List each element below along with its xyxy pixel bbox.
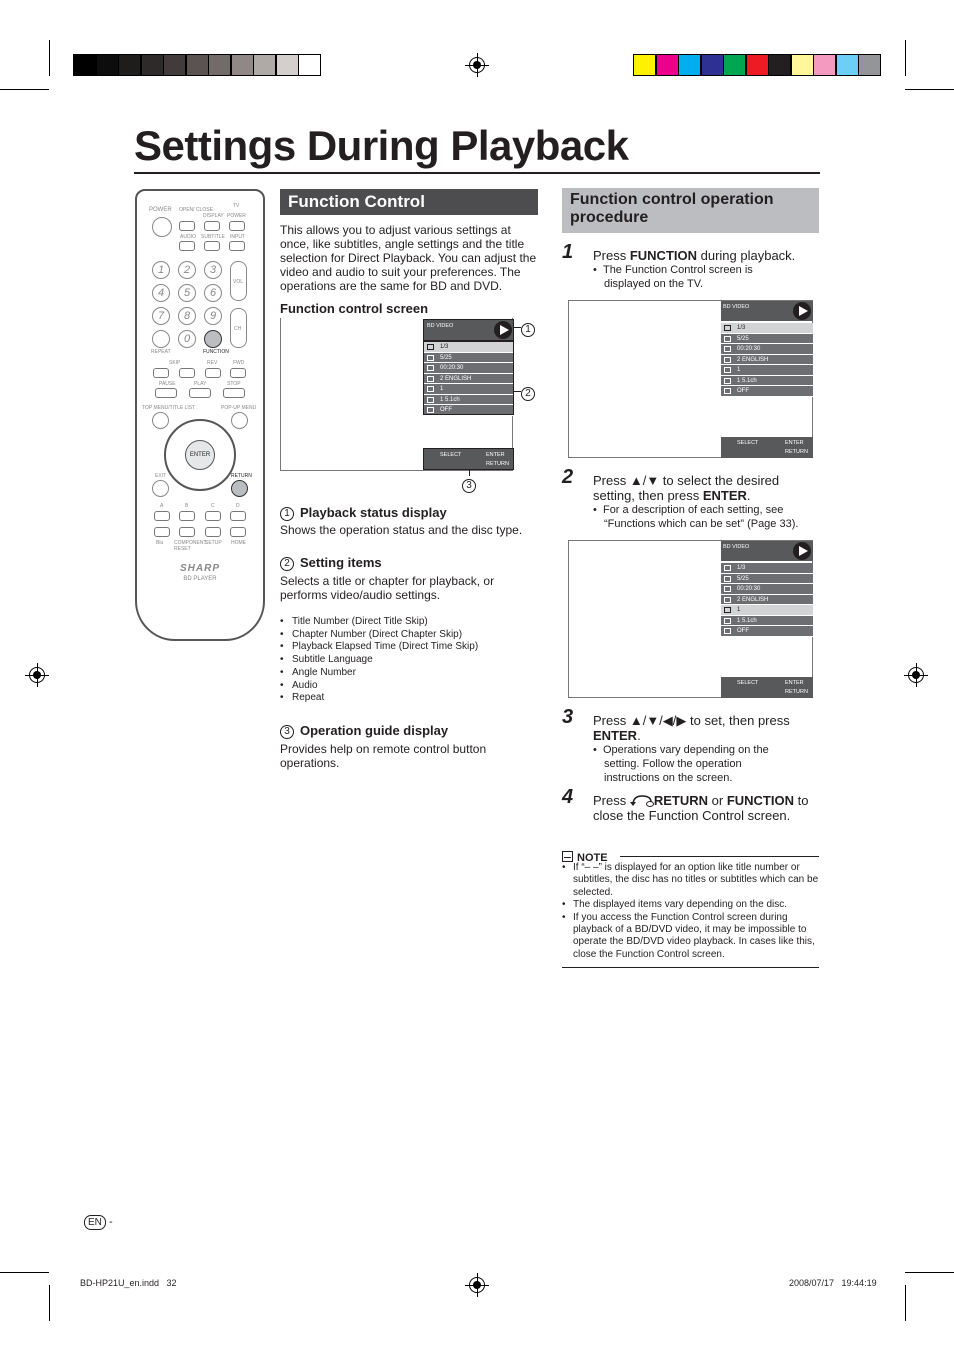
remote-popup-menu-button — [231, 412, 248, 429]
osd-row-angle: 1 — [721, 605, 813, 616]
color-swatch — [836, 54, 859, 76]
remote-label-setup: SETUP — [205, 540, 222, 546]
step-number: 2 — [562, 466, 574, 488]
osd-enter-label: ENTER — [486, 452, 505, 458]
remote-label-pause: PAUSE — [159, 381, 176, 387]
item1-text: Shows the operation status and the disc type. — [280, 523, 523, 537]
registration-mark-icon — [469, 1277, 485, 1293]
osd-playback-status — [721, 541, 813, 561]
gray-swatch — [253, 54, 276, 76]
item2-number: 2 — [280, 557, 294, 571]
remote-label-play: PLAY — [194, 381, 207, 387]
list-item: • Subtitle Language — [280, 654, 540, 667]
osd-row-audio: 1 5.1ch — [424, 395, 514, 406]
remote-label-b: B — [185, 503, 189, 509]
remote-label-rev: REV — [207, 360, 218, 366]
osd-row-audio: 1 5.1ch — [721, 616, 813, 627]
remote-pause-button — [155, 388, 177, 398]
remote-stop-button — [223, 388, 245, 398]
color-swatch — [633, 54, 656, 76]
osd-disc-type: BD VIDEO — [427, 323, 454, 329]
remote-label-popup-menu: POP-UP MENU — [221, 405, 257, 411]
step-1-text: Press FUNCTION during playback. — [593, 248, 796, 263]
registration-mark-icon — [908, 667, 924, 683]
list-item: • The displayed items vary depending on the disc. — [562, 899, 819, 911]
remote-label-c: C — [211, 503, 215, 509]
remote-enter-button: ENTER — [185, 440, 215, 470]
osd-select-label: SELECT — [737, 440, 759, 446]
osd-operation-guide — [721, 437, 813, 458]
remote-home-button — [230, 527, 246, 537]
remote-control-illustration — [135, 189, 265, 641]
gray-swatch — [163, 54, 186, 76]
remote-label-audio: AUDIO — [180, 234, 196, 240]
page-title: Settings During Playback — [134, 122, 629, 169]
remote-label-input: INPUT — [230, 234, 245, 240]
remote-label-component: COMPONENT RESET — [174, 540, 207, 552]
osd-row-time: 00:20:30 — [424, 363, 514, 374]
remote-setup-button — [205, 527, 221, 537]
list-item: • Audio — [280, 680, 540, 693]
remote-label-display: DISPLAY — [203, 213, 224, 219]
gray-swatch — [118, 54, 141, 76]
osd-select-label: SELECT — [440, 452, 462, 458]
remote-input-button — [229, 241, 245, 251]
step-number: 3 — [562, 706, 574, 728]
title-rule — [134, 172, 820, 174]
remote-label-fwd: FWD — [233, 360, 245, 366]
osd-row-chapter: 5/25 — [721, 574, 813, 585]
remote-d-button — [230, 511, 246, 521]
remote-c-button — [205, 511, 221, 521]
color-swatch — [656, 54, 679, 76]
item3-text: Provides help on remote control button operations. — [280, 742, 487, 770]
osd-row-title: 1/3 — [424, 342, 514, 353]
color-swatch — [701, 54, 724, 76]
list-item: • Chapter Number (Direct Chapter Skip) — [280, 629, 540, 642]
osd-row-angle: 1 — [424, 384, 514, 395]
note-icon — [562, 851, 573, 862]
callout-frame-1 — [423, 319, 514, 341]
page-number-area — [84, 1215, 113, 1230]
note-list — [562, 862, 819, 961]
osd-row-subtitle: 2 ENGLISH — [721, 595, 813, 606]
osd-row-audio: 1 5.1ch — [721, 376, 813, 387]
remote-label-skip: SKIP — [169, 360, 181, 366]
osd-settings-list — [721, 563, 813, 638]
remote-repeat-button — [152, 330, 170, 348]
gray-swatch — [96, 54, 119, 76]
osd-return-label: RETURN — [486, 461, 509, 467]
setting-items-list — [280, 616, 540, 705]
osd-enter-label: ENTER — [785, 440, 804, 446]
remote-display-button — [204, 221, 220, 231]
step-number: 1 — [562, 241, 574, 263]
remote-tv-power-button — [229, 221, 245, 231]
osd-row-chapter: 5/25 — [424, 353, 514, 364]
item3-title: Operation guide display — [300, 723, 449, 738]
item3-number: 3 — [280, 725, 294, 739]
osd-disc-type: BD VIDEO — [723, 304, 750, 310]
note-rule — [620, 856, 819, 857]
color-swatch — [858, 54, 881, 76]
osd-row-title: 1/3 — [721, 323, 813, 334]
callout-number-3: 3 — [462, 479, 476, 493]
item1-title: Playback status display — [300, 505, 447, 520]
footer-timestamp: 2008/07/17 19:44:19 — [789, 1278, 877, 1288]
remote-subtitle-button — [204, 241, 220, 251]
callout-frame-2 — [423, 341, 514, 415]
osd-row-title: 1/3 — [721, 563, 813, 574]
item1-heading — [280, 505, 447, 521]
remote-b-button — [179, 511, 195, 521]
remote-label-power: POWER — [149, 207, 172, 213]
remote-label-return: RETURN — [231, 473, 252, 479]
language-badge: EN — [84, 1215, 106, 1230]
gray-swatch — [208, 54, 231, 76]
remote-label-open-close: OPEN/ CLOSE — [179, 207, 213, 213]
remote-label-stop: STOP — [227, 381, 241, 387]
remote-number-key: 1 — [152, 261, 170, 279]
callout-line — [514, 327, 521, 328]
remote-label-tv: TV — [233, 203, 240, 209]
remote-number-key: 3 — [204, 261, 222, 279]
step-3-bullet: • Operations vary depending on the setting. Follow the operation instructions on the screen. — [593, 744, 769, 784]
color-swatch — [723, 54, 746, 76]
remote-power-button — [152, 217, 172, 237]
osd-row-subtitle: 2 ENGLISH — [721, 355, 813, 366]
remote-a-button — [154, 511, 170, 521]
step-2-bullet: • For a description of each setting, see “Functions which can be set” (Page 33). — [593, 504, 799, 530]
remote-number-key: 4 — [152, 284, 170, 302]
osd-row-repeat: OFF — [721, 386, 813, 397]
remote-brand-logo: SHARP — [179, 563, 220, 574]
remote-label-home: HOME — [231, 540, 246, 546]
osd-row-repeat: OFF — [721, 626, 813, 637]
remote-number-key: 5 — [178, 284, 196, 302]
remote-label-ch: CH — [234, 326, 242, 332]
remote-number-key: 2 — [178, 261, 196, 279]
return-icon — [630, 794, 654, 806]
remote-number-key: 8 — [178, 307, 196, 325]
remote-label-bluray: Blu — [156, 540, 164, 546]
item2-title: Setting items — [300, 555, 382, 570]
color-swatch — [768, 54, 791, 76]
osd-row-time: 00:20:30 — [721, 584, 813, 595]
procedure-heading: Function control operation procedure — [562, 188, 819, 233]
footer-file-info: BD-HP21U_en.indd 32 — [80, 1278, 177, 1288]
play-icon — [793, 302, 811, 320]
remote-exit-button — [152, 480, 169, 497]
osd-row-subtitle: 2 ENGLISH — [424, 374, 514, 385]
osd-return-label: RETURN — [785, 689, 808, 695]
function-control-screen-heading: Function control screen — [280, 301, 429, 316]
remote-label-subtitle: SUBTITLE — [201, 234, 225, 240]
remote-open-close-button — [179, 221, 195, 231]
remote-label-vol: VOL — [233, 279, 244, 285]
item2-heading — [280, 555, 382, 571]
page-number-suffix: - — [108, 1216, 113, 1228]
remote-skip-fwd-button — [179, 368, 195, 378]
color-swatch — [791, 54, 814, 76]
osd-row-time: 00:20:30 — [721, 344, 813, 355]
step-number: 4 — [562, 786, 574, 808]
item3-heading — [280, 723, 448, 739]
gray-swatch — [141, 54, 164, 76]
step-1-bullet: • The Function Control screen is displayed on the TV. — [593, 264, 753, 290]
list-item: • If you access the Function Control screen during playback of a BD/DVD video, it may be impossible to operate the BD/DVD video playback. In cases like this, close the Function Control screen. — [562, 912, 819, 962]
list-item: • Repeat — [280, 692, 540, 705]
color-swatch — [678, 54, 701, 76]
function-control-intro: This allows you to adjust various settings at once, like subtitles, angle settings and the title selection for Direct Playback. You can adjust the video and audio to suit your preferences. The operations are the same for BD and DVD. — [280, 223, 537, 293]
osd-row-repeat: OFF — [424, 405, 514, 416]
gray-swatch — [276, 54, 299, 76]
osd-operation-guide — [721, 677, 813, 698]
gray-swatch — [298, 54, 321, 76]
registration-mark-icon — [469, 57, 485, 73]
remote-number-key: 7 — [152, 307, 170, 325]
remote-label-exit: EXIT — [155, 473, 167, 479]
gray-swatch — [231, 54, 254, 76]
osd-settings-list — [721, 323, 813, 398]
step-1-screen-diagram — [568, 300, 813, 458]
list-item: • Angle Number — [280, 667, 540, 680]
osd-playback-status — [721, 301, 813, 321]
step-3-text: Press ▲/▼/◀/▶ to set, then press ENTER. — [593, 713, 790, 743]
gray-swatch — [186, 54, 209, 76]
remote-label-function: FUNCTION — [203, 349, 229, 355]
remote-bluray-button — [154, 527, 170, 537]
list-item: • Title Number (Direct Title Skip) — [280, 616, 540, 629]
osd-row-chapter: 5/25 — [721, 334, 813, 345]
remote-number-key: 0 — [178, 330, 196, 348]
remote-label-tv-power: POWER — [227, 213, 246, 219]
osd-disc-type: BD VIDEO — [723, 544, 750, 550]
note-heading: NOTE — [577, 852, 608, 864]
remote-rev-button — [205, 368, 221, 378]
item2-text: Selects a title or chapter for playback, or performs video/audio settings. — [280, 574, 495, 602]
osd-row-angle: 1 — [721, 365, 813, 376]
note-bottom-rule — [562, 967, 819, 968]
remote-function-button — [204, 330, 222, 348]
function-control-heading: Function Control — [280, 189, 538, 215]
remote-fwd-button — [230, 368, 246, 378]
color-swatch — [813, 54, 836, 76]
gray-swatch — [73, 54, 96, 76]
remote-number-key: 6 — [204, 284, 222, 302]
item1-number: 1 — [280, 507, 294, 521]
callout-frame-3 — [423, 448, 514, 470]
registration-mark-icon — [29, 667, 45, 683]
remote-label-a: A — [160, 503, 164, 509]
remote-label-d: D — [236, 503, 240, 509]
callout-number-2: 2 — [521, 387, 535, 401]
step-2-screen-diagram — [568, 540, 813, 698]
step-4-text: Press RETURN or FUNCTION to close the Function Control screen. — [593, 793, 809, 823]
remote-label-top-menu: TOP MENU/TITLE LIST — [142, 405, 196, 411]
callout-line — [514, 391, 521, 392]
remote-model-label: BD PLAYER — [183, 576, 217, 582]
list-item: • Playback Elapsed Time (Direct Time Skip) — [280, 641, 540, 654]
list-item: • If “– –” is displayed for an option like title number or subtitles, the disc has no titles or subtitles which can be selected. — [562, 862, 819, 899]
remote-skip-back-button — [153, 368, 169, 378]
remote-play-button — [189, 388, 211, 398]
remote-return-button — [231, 480, 248, 497]
remote-label-repeat: REPEAT — [151, 349, 171, 355]
remote-component-button — [179, 527, 195, 537]
step-2-text: Press ▲/▼ to select the desired setting, then press ENTER. — [593, 473, 780, 503]
osd-enter-label: ENTER — [785, 680, 804, 686]
osd-select-label: SELECT — [737, 680, 759, 686]
play-icon — [793, 542, 811, 560]
remote-number-key: 9 — [204, 307, 222, 325]
osd-return-label: RETURN — [785, 449, 808, 455]
remote-audio-button — [179, 241, 195, 251]
color-swatch — [746, 54, 769, 76]
remote-top-menu-button — [152, 412, 169, 429]
callout-number-1: 1 — [521, 323, 535, 337]
